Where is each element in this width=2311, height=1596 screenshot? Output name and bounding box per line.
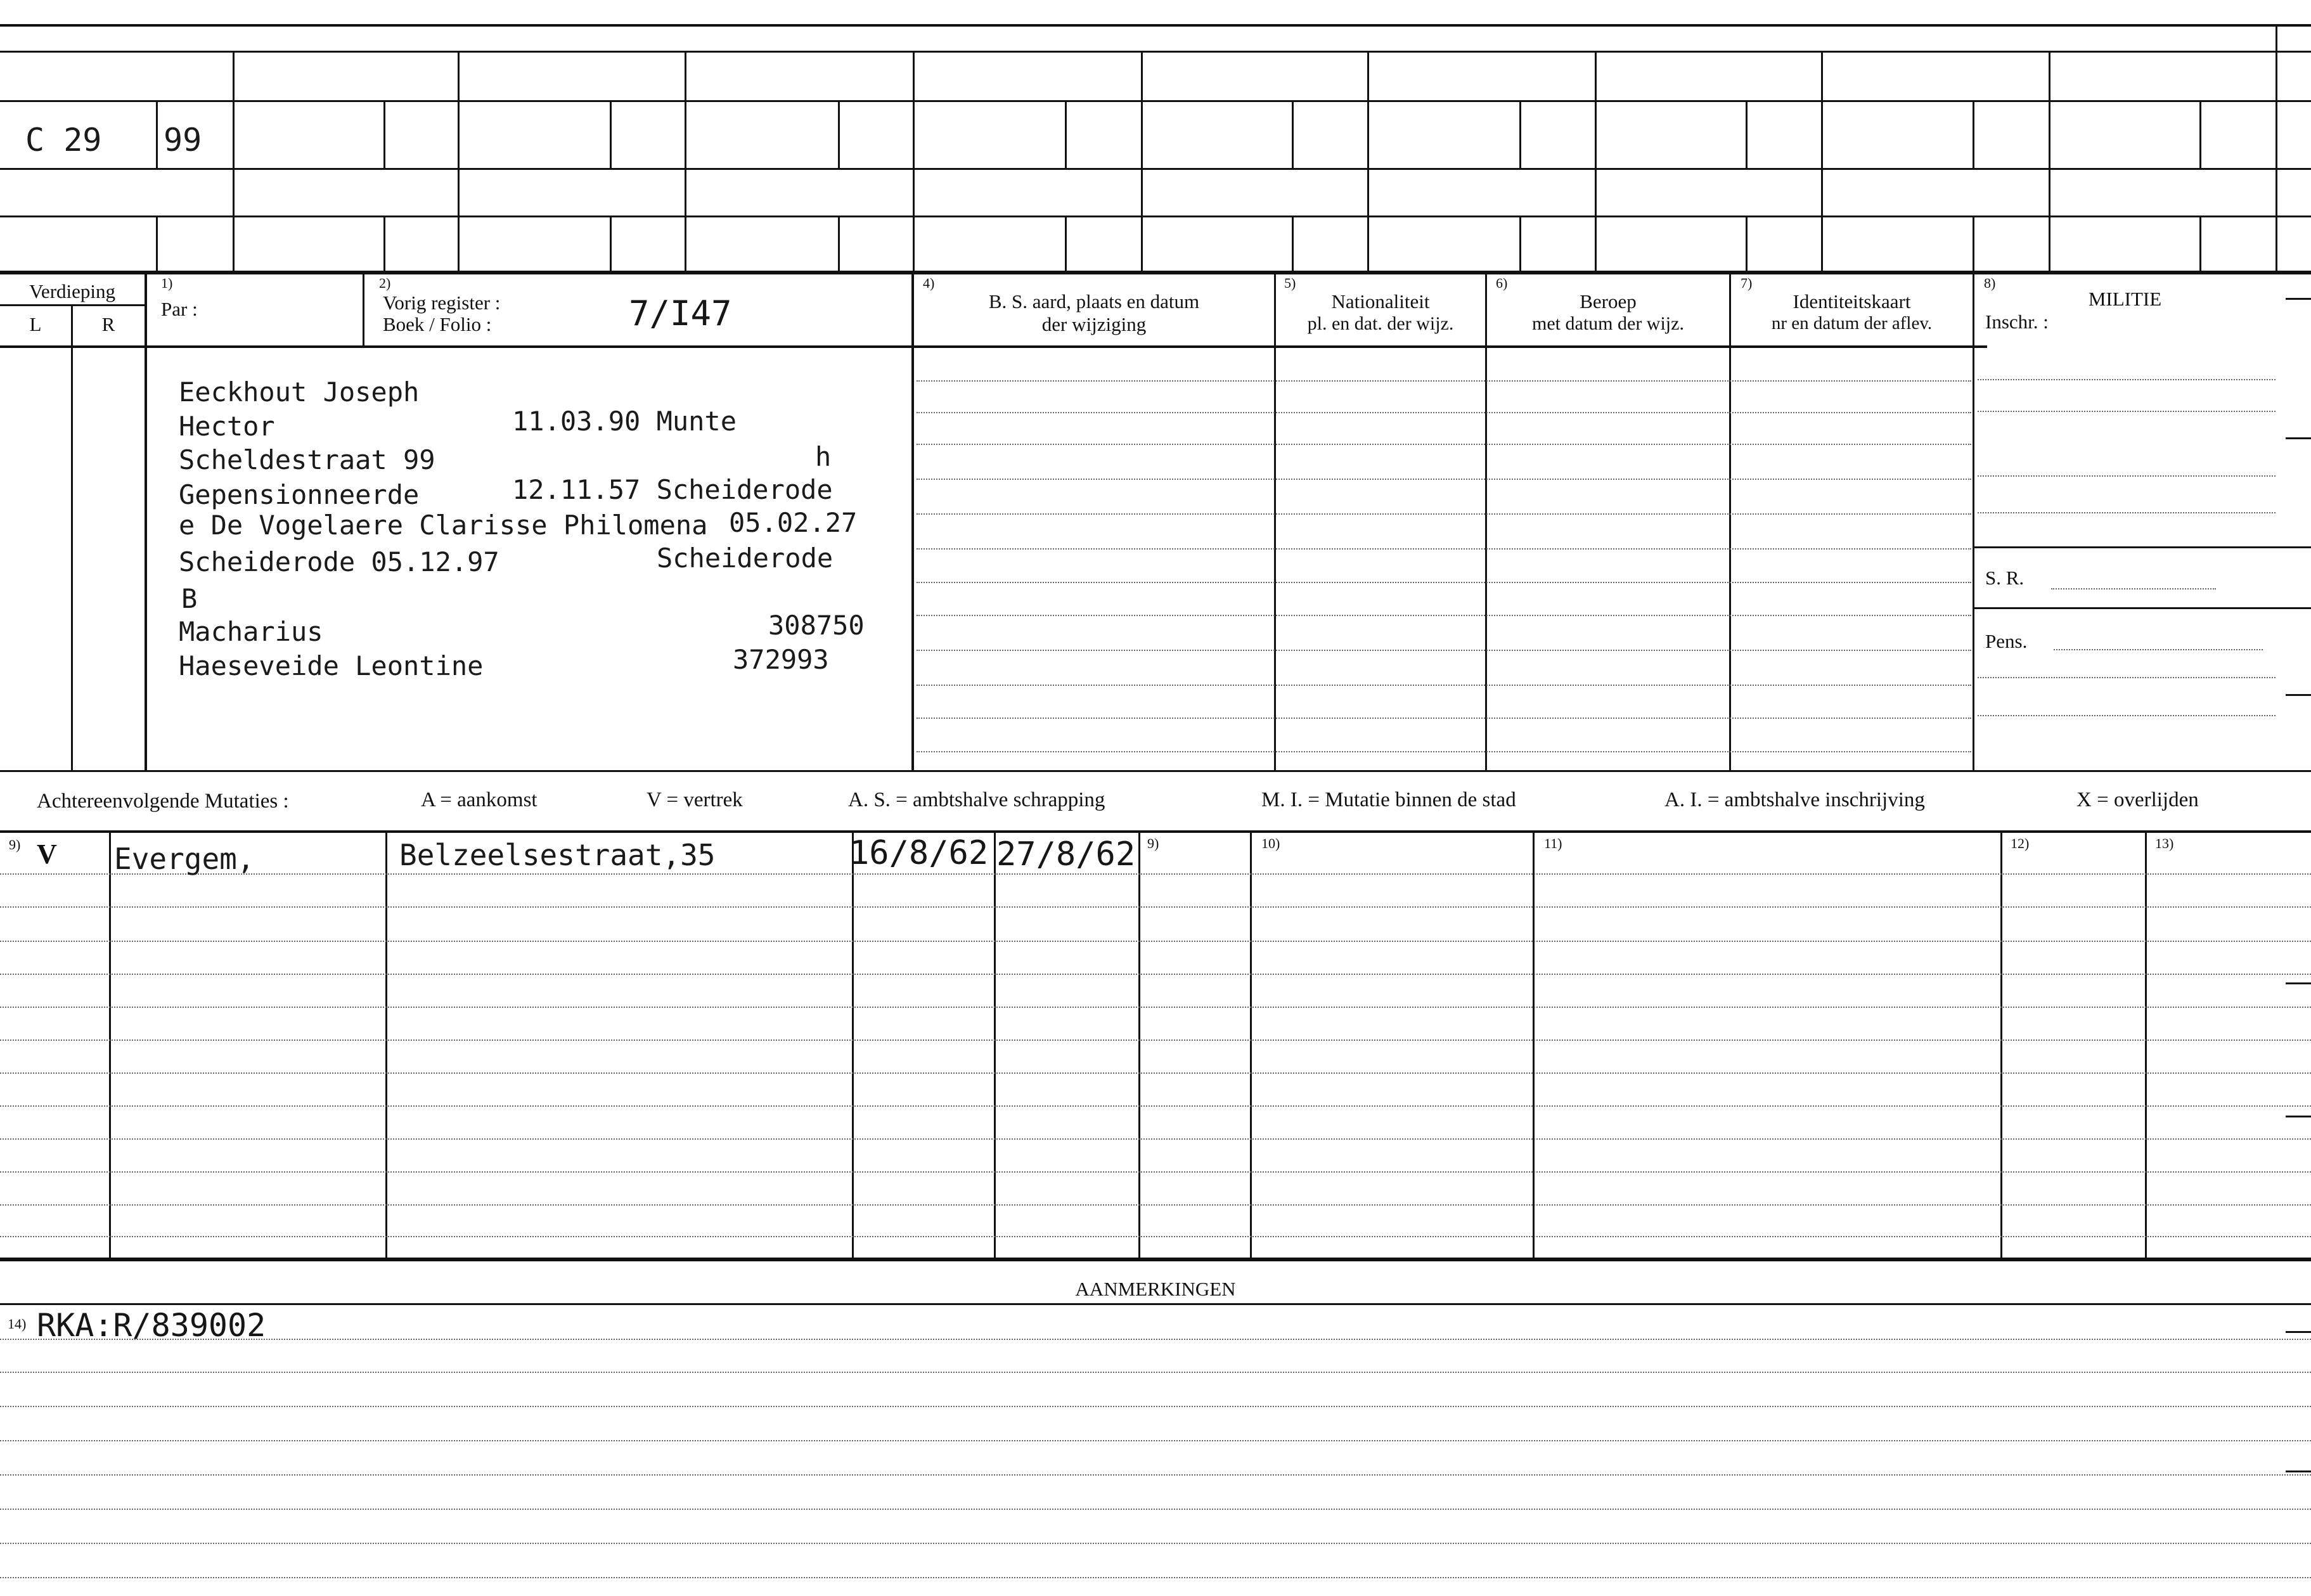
mutation-col-divider [852,833,854,1259]
mutation-col-divider [1533,833,1535,1259]
field-8-number: 8) [1984,275,1996,291]
mutation-col-divider [2145,833,2147,1259]
margin-tick [2286,1331,2311,1333]
mutation-ruled-line [0,1236,2311,1237]
mutation-ruled-line [0,1072,2311,1074]
mutation-col-12-number: 12) [2011,835,2030,851]
occupation-header-line1: Beroep [1580,290,1637,312]
militie-ruled-line [1978,677,2276,678]
margin-tick [2286,694,2311,696]
top-col-divider [233,51,235,273]
legend-overlijden: X = overlijden [2076,788,2199,811]
mutation-col-11-number: 11) [1544,835,1562,851]
person-spouse-birth: 05.02.27 [729,507,858,538]
person-marriage-place: Scheiderode [657,543,834,574]
occupation-header-line2: met datum der wijz. [1532,313,1684,334]
person-address: Scheldestraat 99 [179,444,435,475]
mutation-col-9b-number: 9) [1147,835,1159,851]
right-border [2276,24,2277,274]
mutation-col-10-number: 10) [1261,835,1280,851]
mutation-ruled-line [0,1007,2311,1008]
person-father-number: 308750 [768,610,865,641]
mutations-top [0,830,2311,833]
remarks-title-underline [0,1303,2311,1305]
remarks-ruled-line [0,1440,2311,1441]
mutation-ruled-line [0,906,2311,908]
top-sub-divider [1519,217,1521,273]
margin-tick [2286,298,2311,300]
top-col-divider [685,51,686,273]
person-middle-name: Hector [179,411,275,442]
top-sub-divider [1519,101,1521,168]
margin-tick [2286,1116,2311,1117]
nationality-header-line2: pl. en dat. der wijz. [1307,313,1454,334]
top-section-bottom [0,271,2311,274]
person-surname-firstname: Eeckhout Joseph [179,376,420,408]
ruled-line [917,751,1971,752]
top-grid-line-4 [0,216,2311,217]
person-spouse: e De Vogelaere Clarisse Philomena [179,510,708,541]
field-2-number: 2) [379,275,391,291]
top-sub-divider [838,101,840,168]
top-sub-divider [610,217,612,273]
margin-tick [2286,1471,2311,1472]
remarks-ruled-line [0,1509,2311,1510]
verdieping-label: Verdieping [29,280,116,302]
field-6-number: 6) [1496,275,1508,291]
mutation-ruled-line [0,1204,2311,1206]
militie-divider [1974,607,2311,609]
person-mark-b: B [181,583,198,614]
house-number: 99 [164,122,202,158]
col-divider [363,273,364,347]
mutation-col-divider [2000,833,2002,1259]
ruled-line [917,479,1971,480]
floor-L-label: L [29,313,42,335]
mutation-col-divider [1138,833,1140,1259]
mutation-ruled-line [0,941,2311,942]
remarks-ruled-line [0,1543,2311,1544]
top-col-divider [1595,51,1597,273]
remarks-title: AANMERKINGEN [1075,1278,1236,1300]
person-father: Macharius [179,616,323,647]
top-sub-divider [156,217,158,273]
col-L-R-divider [71,306,73,770]
mutation-ruled-line [0,1105,2311,1107]
field-4-number: 4) [923,275,935,291]
ruled-line [917,513,1971,515]
inschr-label: Inschr. : [1985,311,2049,333]
col-divider [1729,273,1731,770]
top-sub-divider [1746,101,1748,168]
remarks-text: RKA:R/839002 [37,1307,266,1344]
mutation-col-9-number: 9) [9,837,21,853]
header-bottom [0,345,1987,348]
remarks-ruled-line [0,1372,2311,1373]
militie-label: MILITIE [2088,288,2162,310]
mutation-ruled-line [0,873,2311,875]
bs-header-line2: der wijziging [1041,313,1147,335]
person-mark-h: h [815,441,832,472]
top-sub-divider [1065,217,1067,273]
top-sub-divider [610,101,612,168]
militie-ruled-line [1978,512,2276,513]
card-number: C 29 [25,122,102,158]
remarks-ruled-line [0,1406,2311,1407]
pens-label: Pens. [1985,630,2028,652]
top-sub-divider [1746,217,1748,273]
ruled-line [917,650,1971,651]
margin-tick [2286,437,2311,439]
mutation-col-divider [994,833,996,1259]
boek-folio-value: 7/I47 [629,293,732,333]
remarks-ruled-line [0,1474,2311,1476]
person-mother: Haeseveide Leontine [179,650,484,681]
militie-ruled-line [1978,379,2276,380]
top-sub-divider [1973,101,1974,168]
col-divider [1485,273,1487,770]
sr-label: S. R. [1985,567,2025,589]
mutation-street: Belzeelsestraat,35 [399,838,716,872]
top-sub-divider [1973,217,1974,273]
person-section-bottom [0,770,2311,772]
ruled-line [917,718,1971,719]
top-border [0,24,2311,27]
person-birth: 11.03.90 Munte [512,406,737,437]
idcard-header-line2: nr en datum der aflev. [1771,313,1933,333]
top-grid-line-3 [0,168,2311,170]
ruled-line [917,685,1971,686]
field-7-number: 7) [1741,275,1753,291]
nationality-header-line1: Nationaliteit [1331,290,1430,312]
top-sub-divider [1065,101,1067,168]
pens-field-line [2054,649,2263,650]
ruled-line [917,548,1971,550]
militie-ruled-line [1978,715,2276,716]
person-occupation-date: 12.11.57 Scheiderode [512,474,833,505]
sr-field-line [2051,588,2216,589]
mutation-col-divider [1250,833,1252,1259]
col-divider [911,273,914,770]
top-sub-divider [2199,101,2201,168]
top-sub-divider [156,101,158,168]
top-col-divider [913,51,915,273]
field-1-number: 1) [161,275,173,291]
person-occupation: Gepensionneerde [179,479,420,510]
top-sub-divider [2199,217,2201,273]
top-col-divider [458,51,460,273]
top-col-divider [1141,51,1143,273]
mutation-col-divider [109,833,111,1259]
floor-R-label: R [101,313,115,335]
mutation-date-1: 16/8/62 [849,834,989,872]
legend-schrapping: A. S. = ambtshalve schrapping [848,788,1105,811]
top-col-divider [2049,51,2050,273]
mutation-col-13-number: 13) [2155,835,2174,851]
top-grid-line-2 [0,100,2311,102]
ruled-line [917,412,1971,413]
boek-folio-label: Boek / Folio : [383,313,492,335]
ruled-line [917,444,1971,445]
col-divider [1973,273,1974,770]
par-label: Par : [161,298,198,320]
top-sub-divider [383,217,385,273]
legend-inschrijving: A. I. = ambtshalve inschrijving [1664,788,1925,811]
ruled-line [917,582,1971,583]
militie-ruled-line [1978,411,2276,412]
margin-tick [2286,982,2311,984]
remarks-ruled-line [0,1577,2311,1578]
mutation-ruled-line [0,1138,2311,1140]
remarks-field-number: 14) [8,1316,27,1332]
militie-divider [1974,546,2311,548]
mutation-ruled-line [0,974,2311,975]
legend-aankomst: A = aankomst [421,788,538,811]
bs-header-line1: B. S. aard, plaats en datum [988,290,1200,312]
mutations-title: Achtereenvolgende Mutaties : [37,790,289,813]
mutation-type: V [37,839,57,870]
mutation-ruled-line [0,1171,2311,1173]
militie-ruled-line [1978,475,2276,477]
person-mother-number: 372993 [733,644,829,675]
col-divider [145,273,147,770]
top-grid-line-1 [0,51,2311,53]
col-divider [1274,273,1276,770]
legend-vertrek: V = vertrek [647,788,743,811]
mutations-bottom [0,1258,2311,1261]
ruled-line [917,615,1971,616]
vorig-register-label: Vorig register : [383,292,501,314]
legend-mutatie-stad: M. I. = Mutatie binnen de stad [1261,788,1516,811]
field-5-number: 5) [1284,275,1296,291]
mutation-ruled-line [0,1039,2311,1041]
top-sub-divider [1292,217,1294,273]
mutation-date-2: 27/8/62 [996,835,1136,873]
top-col-divider [1367,51,1369,273]
mutation-place: Evergem, [114,842,255,876]
top-sub-divider [838,217,840,273]
mutation-col-divider [385,833,387,1259]
top-col-divider [1821,51,1823,273]
idcard-header-line1: Identiteitskaart [1793,290,1911,312]
remarks-ruled-line [0,1339,2311,1340]
person-marriage: Scheiderode 05.12.97 [179,546,499,577]
top-sub-divider [383,101,385,168]
top-sub-divider [1292,101,1294,168]
ruled-line [917,380,1971,382]
